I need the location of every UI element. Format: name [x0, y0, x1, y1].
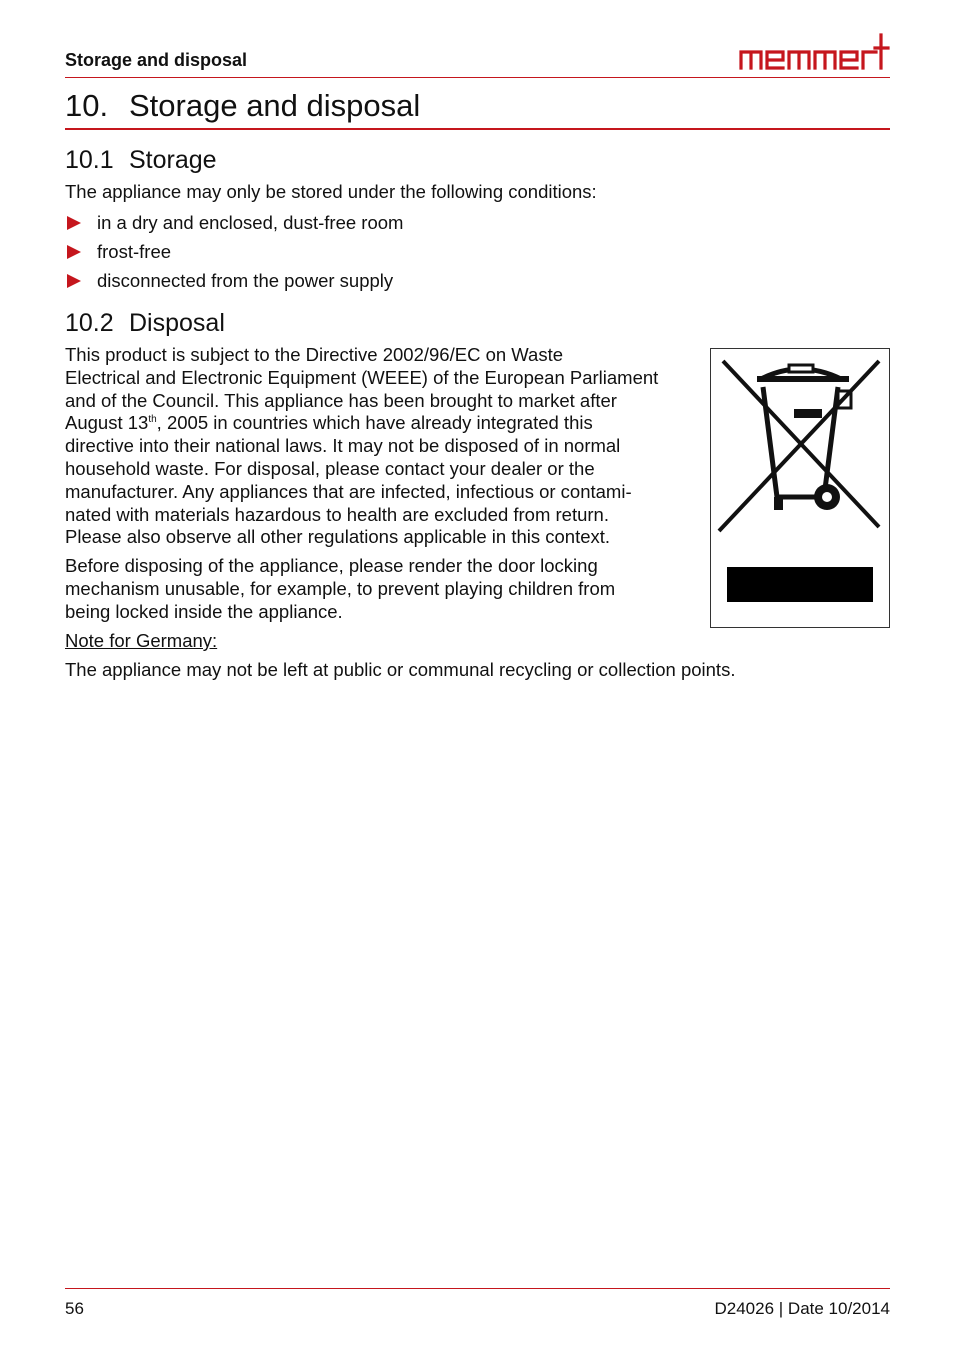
- note-germany-label: Note for Germany:: [65, 630, 218, 651]
- chapter-number: 10.: [65, 88, 109, 123]
- storage-intro: The appliance may only be stored under the following conditions:: [65, 181, 597, 202]
- date-suffix-text: , 2005 in countries which have already integrated this: [156, 412, 593, 434]
- list-item: [65, 269, 403, 298]
- running-header-title: Storage and disposal: [65, 50, 248, 70]
- chapter-title: Storage and disposal: [129, 88, 421, 123]
- text-line: being locked inside the appliance.: [65, 600, 343, 622]
- text-line: and of the Council. This appliance has been brought to market after: [65, 389, 617, 411]
- footer-divider: [65, 1288, 890, 1289]
- arrow-bullet-icon: [67, 245, 81, 259]
- header-divider: [65, 77, 890, 78]
- condition-text: disconnected from the power supply: [97, 270, 394, 291]
- memmert-logo: [738, 32, 890, 72]
- disposal-paragraph-door-lock: [65, 555, 695, 623]
- disposal-section-number: 10.2: [65, 309, 114, 337]
- document-info: D24026 | Date 10/2014: [714, 1299, 890, 1318]
- chapter-heading: [65, 88, 420, 124]
- text-line: mechanism unusable, for example, to prevent playing children from: [65, 577, 616, 599]
- text-line: directive into their national laws. It may not be disposed of in normal: [65, 435, 621, 457]
- text-line: Please also observe all other regulations applicable in this context.: [65, 526, 611, 548]
- date-text: August 13: [65, 412, 149, 434]
- weee-symbol-box: [710, 348, 890, 628]
- list-item: [65, 211, 403, 240]
- arrow-bullet-icon: [67, 216, 81, 230]
- text-line: manufacturer. Any appliances that are infected, infectious or contami-: [65, 480, 632, 502]
- page-number: 56: [65, 1299, 84, 1318]
- text-line: Electrical and Electronic Equipment (WEEE) of the European Parliament: [65, 366, 659, 388]
- condition-text: frost-free: [97, 241, 172, 262]
- storage-conditions-list: [65, 211, 403, 298]
- chapter-divider: [65, 128, 890, 130]
- storage-heading: [65, 146, 217, 175]
- crossed-out-wheelie-bin-icon: [711, 349, 889, 627]
- storage-section-number: 10.1: [65, 146, 114, 174]
- condition-text: in a dry and enclosed, dust-free room: [97, 212, 404, 233]
- text-line: Before disposing of the appliance, please render the door locking: [65, 555, 598, 576]
- disposal-section-title: Disposal: [129, 309, 225, 337]
- text-line: nated with materials hazardous to health are excluded from return.: [65, 503, 609, 525]
- ordinal-suffix: th: [148, 414, 157, 426]
- text-line: This product is subject to the Directive 2002/96/EC on Waste: [65, 344, 564, 365]
- text-line: household waste. For disposal, please contact your dealer or the: [65, 457, 595, 479]
- disposal-paragraph-weee: [65, 344, 695, 549]
- disposal-heading: [65, 309, 225, 338]
- text-line: [65, 412, 695, 435]
- storage-section-title: Storage: [129, 146, 217, 174]
- list-item: [65, 240, 403, 269]
- arrow-bullet-icon: [67, 274, 81, 288]
- note-germany-text: The appliance may not be left at public or communal recycling or collection points.: [65, 659, 736, 680]
